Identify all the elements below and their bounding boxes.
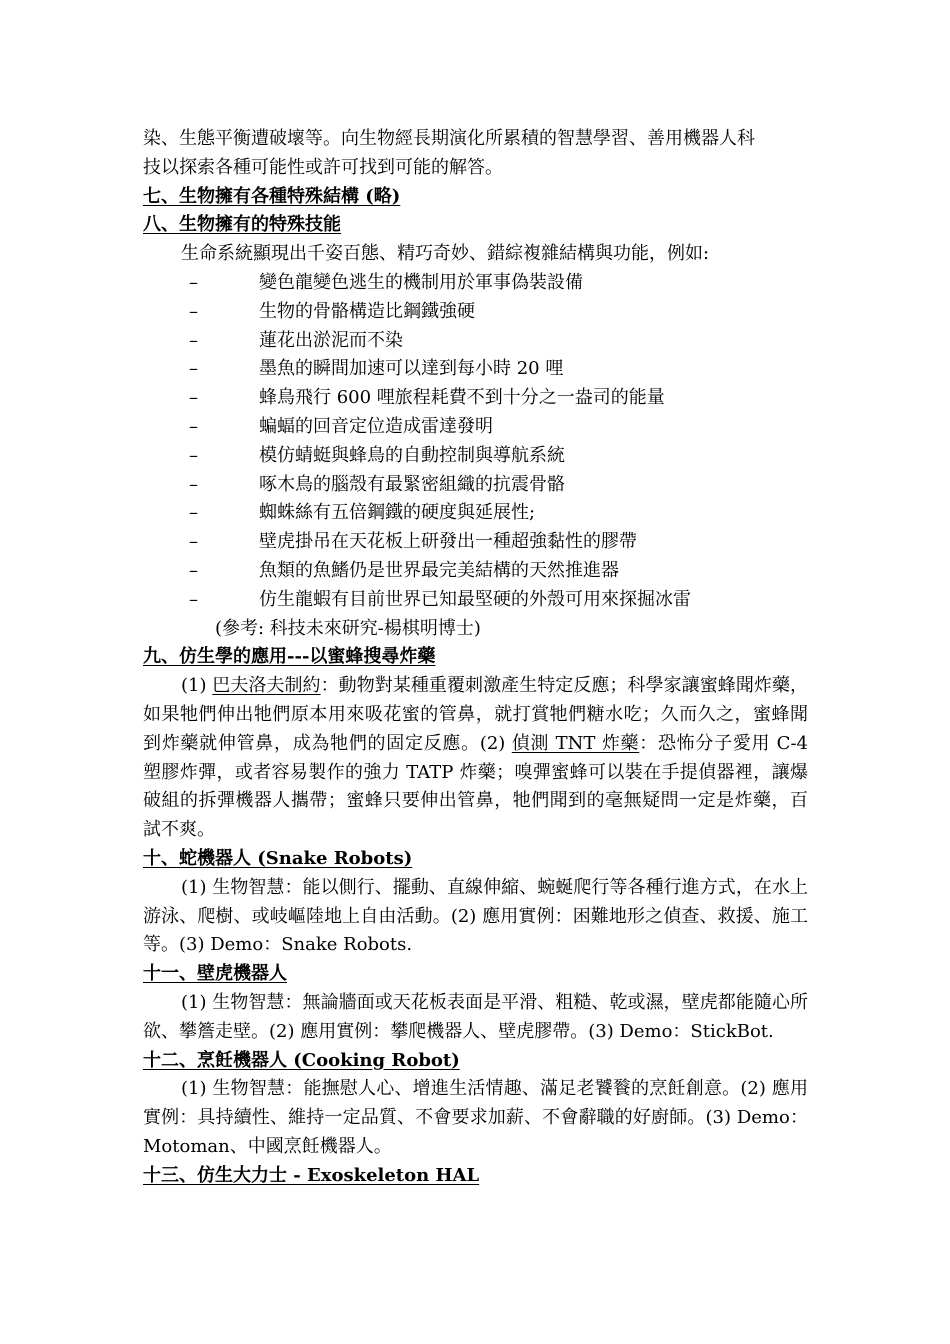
section-11-title: 十一、壁虎機器人 <box>143 963 287 985</box>
dash-bullet: – <box>189 559 198 581</box>
section-12-title: 十二、烹飪機器人 (Cooking Robot) <box>143 1049 460 1071</box>
list-item <box>143 269 808 298</box>
dash-bullet: – <box>189 588 198 610</box>
skills-list <box>143 269 808 615</box>
reference-note: (參考: 科技未來研究-楊棋明博士) <box>215 617 481 639</box>
list-item-text: 墨魚的瞬間加速可以達到每小時 20 哩 <box>259 358 564 380</box>
dash-bullet: – <box>189 271 198 293</box>
list-item <box>143 384 808 413</box>
section-8-title: 八、生物擁有的特殊技能 <box>143 214 341 236</box>
dash-bullet: – <box>189 415 198 437</box>
section-8-heading <box>143 211 808 240</box>
list-item-text: 啄木鳥的腦殼有最緊密組織的抗震骨骼 <box>259 473 565 495</box>
dash-bullet: – <box>189 300 198 322</box>
section-9-p1-prefix: (1) <box>181 675 213 697</box>
intro-line-1: 染、生態平衡遭破壞等。向生物經長期演化所累積的智慧學習、善用機器人科 <box>143 128 755 149</box>
dash-bullet: – <box>189 444 198 466</box>
list-item <box>143 413 808 442</box>
list-item <box>143 327 808 356</box>
section-13-heading <box>143 1162 808 1191</box>
list-item <box>143 442 808 471</box>
section-9-p2-text: ：恐怖分子愛用 C-4 塑膠炸彈，或者容易製作的強力 TATP 炸藥；嗅彈蜜蜂可以裝在手提偵器裡，讓爆破組的拆彈機器人攜帶；蜜蜂只要伸出管鼻，牠們聞到的毫無疑問一定是炸藥，百試不爽。 <box>143 732 808 841</box>
section-12-paragraph: (1) 生物智慧：能撫慰人心、增進生活情趣、滿足老饕餮的烹飪創意。(2) 應用實例：具持續性、維持一定品質、不會要求加薪、不會辭職的好廚師。(3) Demo：Motoman、中國烹飪機器人。 <box>143 1078 808 1157</box>
section-7-suffix: (略) <box>359 185 401 207</box>
section-9-p1-text: ：動物對某種重覆刺激產生特定反應；科學家讓蜜蜂聞炸藥，如果牠們伸出牠們原本用來吸花蜜的管鼻，就打賞牠們糖水吃；久而久之，蜜蜂聞到炸藥就伸管鼻，成為牠們的固定反應。(2) <box>143 675 809 754</box>
section-11-paragraph: (1) 生物智慧：無論牆面或天花板表面是平滑、粗糙、乾或濕，壁虎都能隨心所欲、攀簷走壁。(2) 應用實例：攀爬機器人、壁虎膠帶。(3) Demo：StickBot. <box>143 991 808 1042</box>
dash-bullet: – <box>189 473 198 495</box>
tnt-term: 偵測 TNT 炸藥 <box>511 732 640 754</box>
list-item-text: 魚類的魚鰭仍是世界最完美結構的天然推進器 <box>259 559 619 581</box>
list-item-text: 蝙蝠的回音定位造成雷達發明 <box>259 415 493 437</box>
section-8-lead: 生命系統顯現出千姿百態、精巧奇妙、錯綜複雜結構與功能，例如: <box>181 243 710 265</box>
list-item <box>143 499 808 528</box>
section-7-heading <box>143 183 808 212</box>
list-item <box>143 528 808 557</box>
section-10-paragraph: (1) 生物智慧：能以側行、擺動、直線伸縮、蜿蜒爬行等各種行進方式，在水上游泳、爬樹、或岐嶇陸地上自由活動。(2) 應用實例：困難地形之偵查、救援、施工等。(3) Demo：Snake Robots. <box>143 876 808 956</box>
list-item-text: 模仿蜻蜓與蜂鳥的自動控制與導航系統 <box>259 444 565 466</box>
section-13-title: 十三、仿生大力士 - Exoskeleton HAL <box>143 1164 480 1186</box>
section-10-heading <box>143 845 808 874</box>
list-item-text: 生物的骨骼構造比鋼鐵強硬 <box>259 300 475 322</box>
dash-bullet: – <box>189 531 198 553</box>
list-item-text: 蓮花出淤泥而不染 <box>259 329 403 351</box>
dash-bullet: – <box>189 358 198 380</box>
section-11-heading <box>143 960 808 989</box>
dash-bullet: – <box>189 387 198 409</box>
section-7-title: 七、生物擁有各種特殊結構 <box>143 185 359 207</box>
list-item <box>143 355 808 384</box>
dash-bullet: – <box>189 502 198 524</box>
list-item-text: 蜂鳥飛行 600 哩旅程耗費不到十分之一盎司的能量 <box>259 387 665 409</box>
intro-line-2: 技以探索各種可能性或許可找到可能的解答。 <box>143 156 503 178</box>
list-item-text: 壁虎掛吊在天花板上研發出一種超強黏性的膠帶 <box>259 531 637 553</box>
list-item-text: 仿生龍蝦有目前世界已知最堅硬的外殼可用來探掘冰雷 <box>259 588 691 610</box>
dash-bullet: – <box>189 329 198 351</box>
list-item <box>143 586 808 615</box>
pavlov-term: 巴夫洛夫制約 <box>212 675 321 697</box>
section-9-paragraph <box>143 672 808 845</box>
section-9-heading <box>143 643 808 672</box>
list-item-text: 變色龍變色逃生的機制用於軍事偽裝設備 <box>259 271 583 293</box>
list-item-text: 蜘蛛絲有五倍鋼鐵的硬度與延展性; <box>259 502 536 524</box>
section-9-title: 九、仿生學的應用---以蜜蜂搜尋炸藥 <box>143 646 436 668</box>
list-item <box>143 298 808 327</box>
section-12-heading <box>143 1047 808 1076</box>
list-item <box>143 557 808 586</box>
list-item <box>143 471 808 500</box>
section-10-title: 十、蛇機器人 (Snake Robots) <box>143 847 413 869</box>
document-page <box>143 125 808 1190</box>
